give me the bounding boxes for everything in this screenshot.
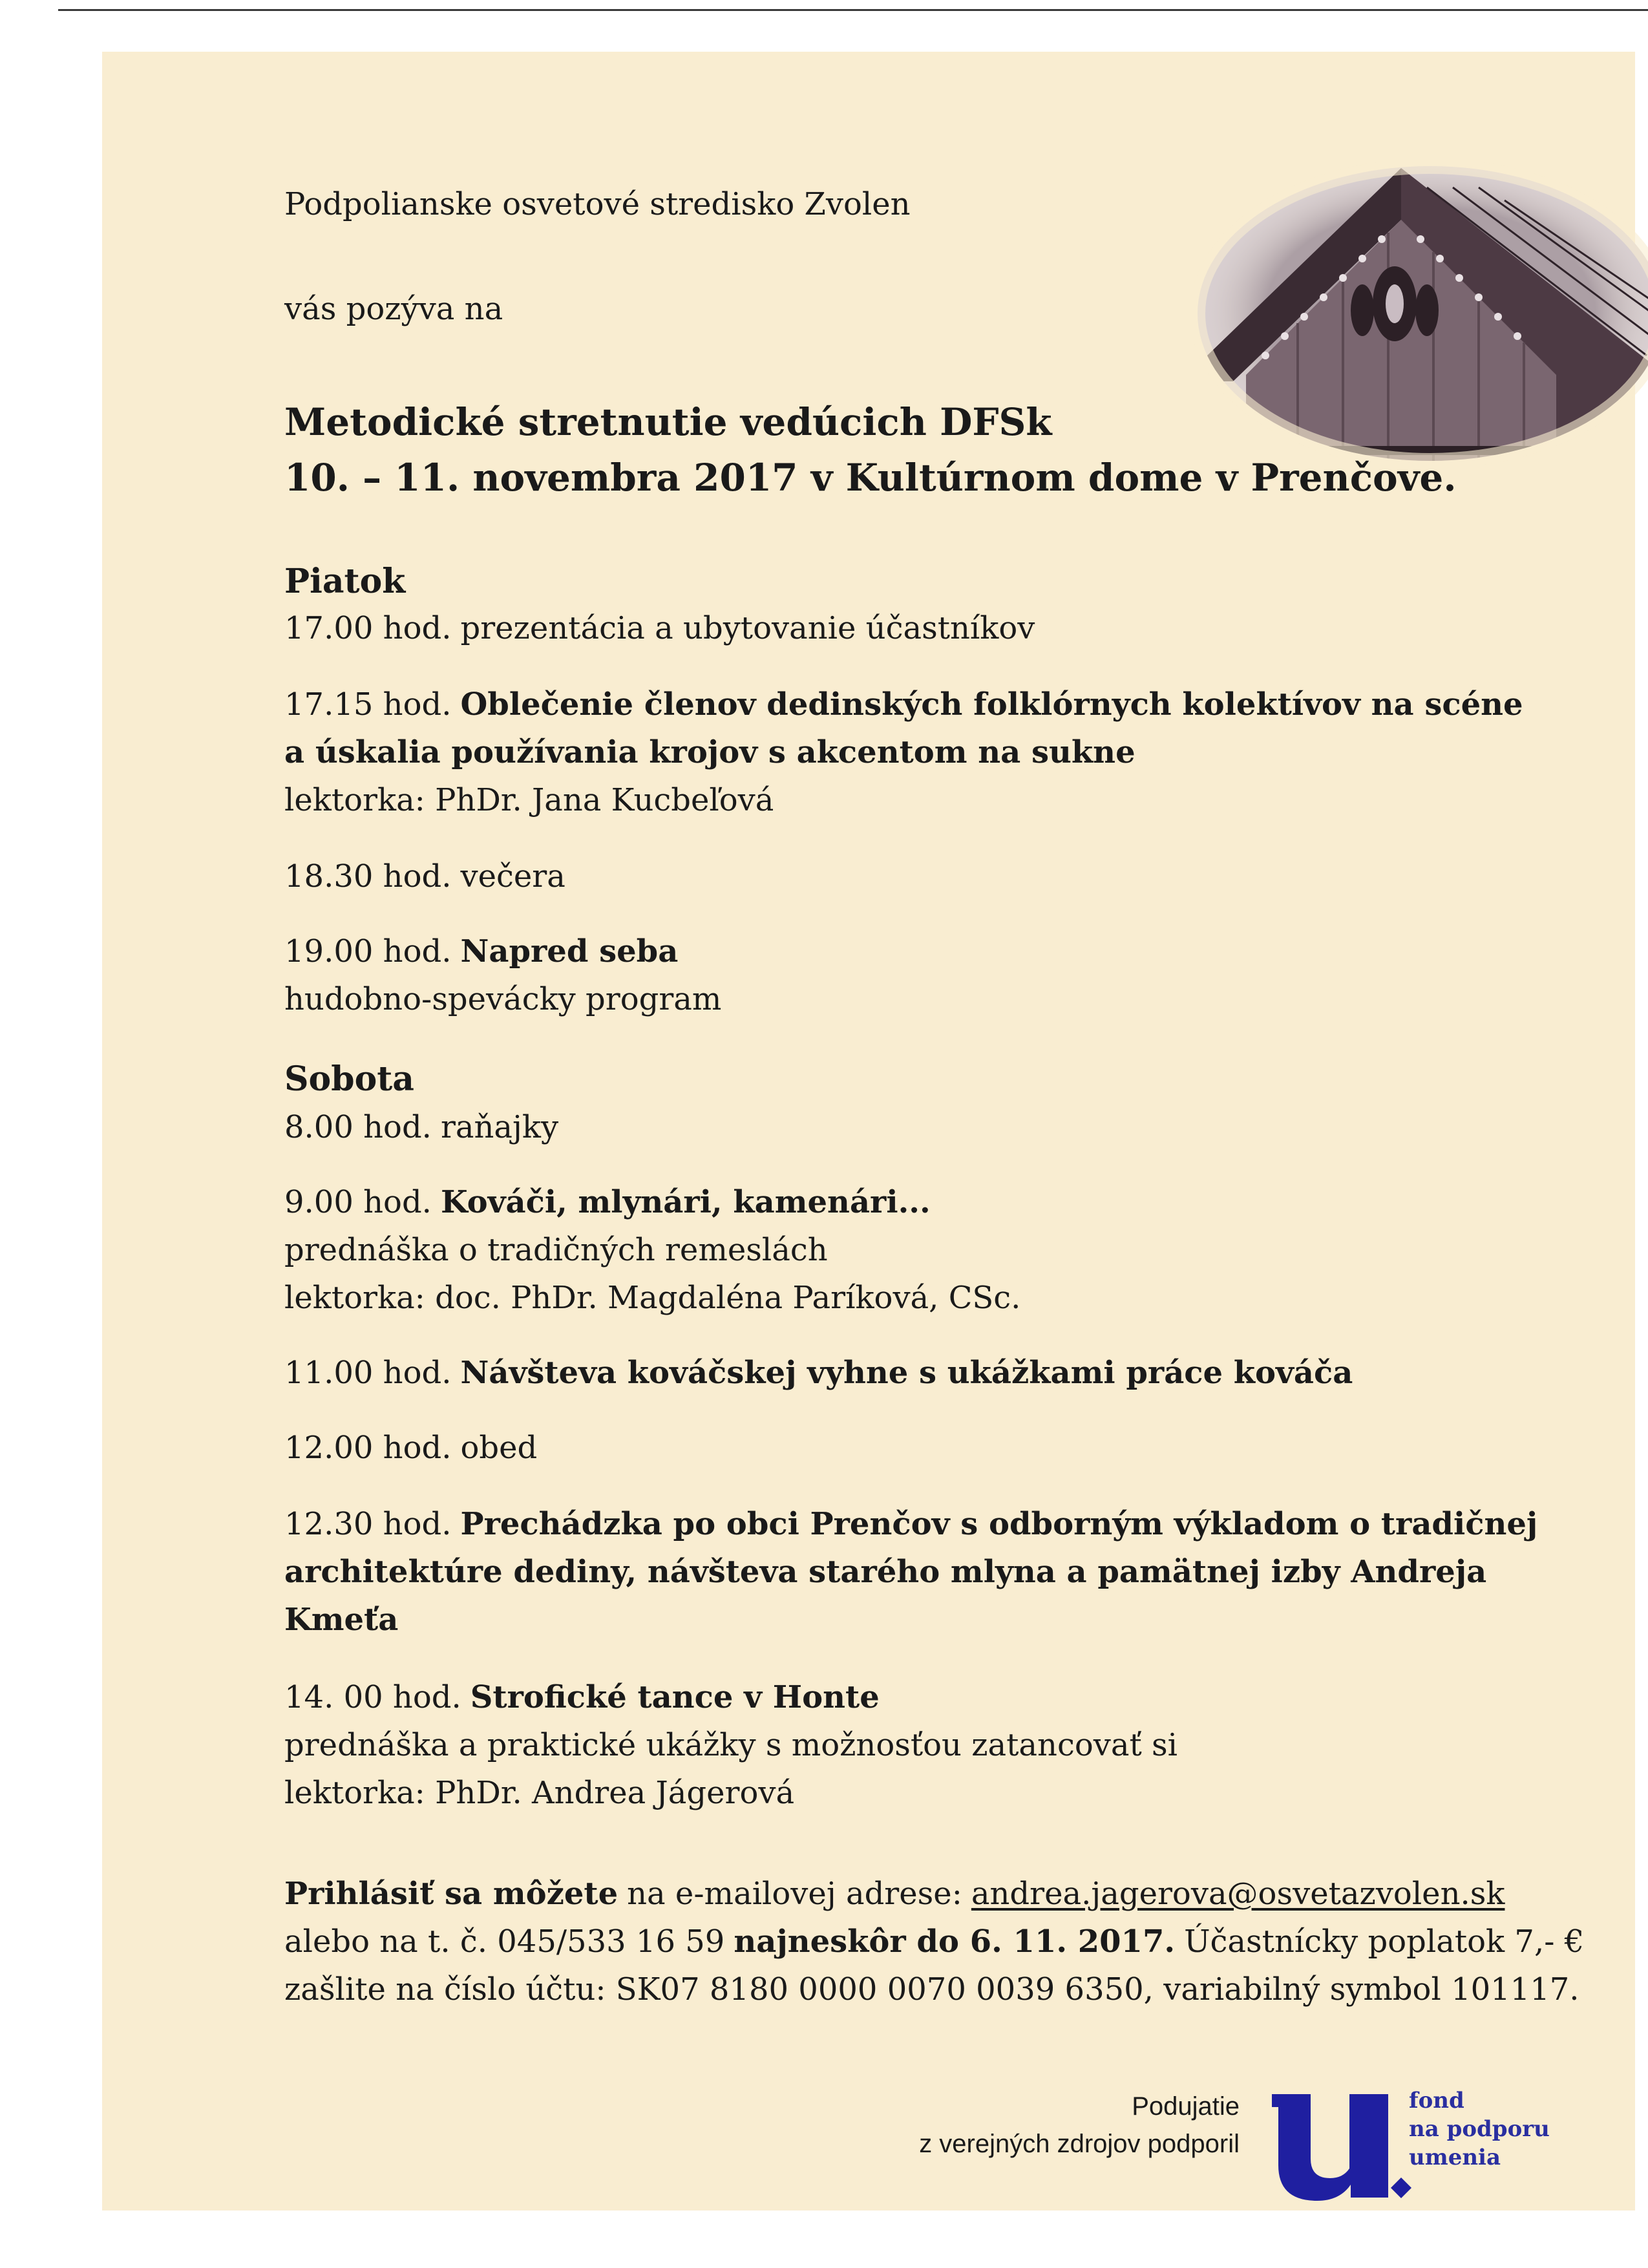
fund-line-3: umenia	[1409, 2145, 1501, 2170]
item-title-cont: a úskalia používania krojov s akcentom na sukne	[284, 734, 1136, 770]
day-heading-saturday: Sobota	[284, 1059, 414, 1099]
item-text: večera	[460, 858, 565, 895]
item-time: 17.15 hod.	[284, 686, 452, 723]
schedule-item	[284, 685, 1523, 724]
registration-phone: alebo na t. č. 045/533 16 59	[284, 1924, 725, 1960]
item-time: 12.00 hod.	[284, 1430, 452, 1466]
schedule-item	[284, 1183, 931, 1222]
item-time: 12.30 hod.	[284, 1506, 452, 1542]
schedule-item	[284, 932, 678, 971]
item-time: 14. 00 hod.	[284, 1679, 461, 1715]
fund-line-2: na podporu	[1409, 2116, 1550, 2142]
item-text: obed	[460, 1430, 538, 1466]
schedule-item	[284, 1353, 1353, 1392]
support-line-2: z verejných zdrojov podporil	[919, 2130, 1240, 2158]
item-time: 17.00 hod.	[284, 610, 452, 646]
support-note	[813, 2088, 1240, 2178]
item-time: 11.00 hod.	[284, 1355, 452, 1391]
item-time: 8.00 hod.	[284, 1109, 432, 1145]
invite-text: vás pozýva na	[284, 291, 503, 327]
registration-deadline: najneskôr do 6. 11. 2017.	[734, 1924, 1176, 1960]
item-subtitle: prednáška a praktické ukážky s možnosťou zatancovať si	[284, 1727, 1178, 1763]
item-title: Oblečenie členov dedinských folklórnych kolektívov na scéne	[460, 686, 1523, 723]
page-edge-line	[58, 9, 1648, 11]
item-title-cont: Kmeťa	[284, 1602, 399, 1638]
registration-lead-rest: na e-mailovej adrese:	[627, 1876, 962, 1912]
schedule-item	[284, 1678, 880, 1717]
item-subtitle: hudobno-spevácky program	[284, 981, 722, 1017]
fund-logo-icon	[1265, 2081, 1395, 2210]
item-title: Prechádzka po obci Prenčov s odborným výkladom o tradičnej	[460, 1506, 1538, 1542]
support-text	[813, 2088, 1240, 2163]
schedule-item	[284, 1108, 558, 1147]
day-heading-friday: Piatok	[284, 562, 406, 601]
event-title: Metodické stretnutie vedúcich DFSk	[284, 400, 1052, 444]
organizer-text: Podpolianske osvetové stredisko Zvolen	[284, 186, 911, 222]
item-subtitle: prednáška o tradičných remeslách	[284, 1232, 828, 1268]
registration-email-link[interactable]: andrea.jagerova@osvetazvolen.sk	[971, 1876, 1505, 1912]
schedule-item	[284, 609, 1035, 648]
wooden-gable-photo	[1194, 162, 1648, 465]
invitation-poster	[102, 52, 1635, 2210]
item-lecturer: lektorka: PhDr. Jana Kucbeľová	[284, 782, 774, 818]
item-title: Kováči, mlynári, kamenári...	[440, 1184, 931, 1220]
item-time: 19.00 hod.	[284, 933, 452, 970]
event-date-venue: 10. – 11. novembra 2017 v Kultúrnom dome v Prenčove.	[284, 456, 1457, 500]
registration-lead: Prihlásiť sa môžete	[284, 1876, 618, 1912]
registration-line-1	[284, 1874, 1505, 1913]
schedule-item	[284, 1505, 1537, 1543]
registration-line-2	[284, 1922, 1584, 1961]
registration-line-3: zašlite na číslo účtu: SK07 8180 0000 0070 0039 6350, variabilný symbol 101117.	[284, 1971, 1579, 2008]
item-title: Návšteva kováčskej vyhne s ukážkami práce kováča	[460, 1355, 1353, 1391]
item-text: raňajky	[440, 1109, 559, 1145]
item-time: 18.30 hod.	[284, 858, 452, 895]
schedule-item	[284, 857, 565, 896]
support-line-1: Podujatie	[1132, 2092, 1240, 2121]
fund-name	[1409, 2086, 1550, 2172]
item-title: Strofické tance v Honte	[470, 1679, 880, 1715]
item-lecturer: lektorka: PhDr. Andrea Jágerová	[284, 1775, 795, 1811]
item-title-cont: architektúre dediny, návšteva starého mlyna a pamätnej izby Andreja	[284, 1554, 1487, 1590]
item-text: prezentácia a ubytovanie účastníkov	[460, 610, 1035, 646]
item-lecturer: lektorka: doc. PhDr. Magdaléna Paríková, CSc.	[284, 1280, 1021, 1316]
registration-fee: Účastnícky poplatok 7,- €	[1184, 1924, 1585, 1960]
fund-line-1: fond	[1409, 2088, 1464, 2114]
logo-dot-icon	[1388, 2175, 1414, 2201]
schedule-item	[284, 1428, 537, 1467]
item-time: 9.00 hod.	[284, 1184, 432, 1220]
item-title: Napred seba	[460, 933, 679, 970]
